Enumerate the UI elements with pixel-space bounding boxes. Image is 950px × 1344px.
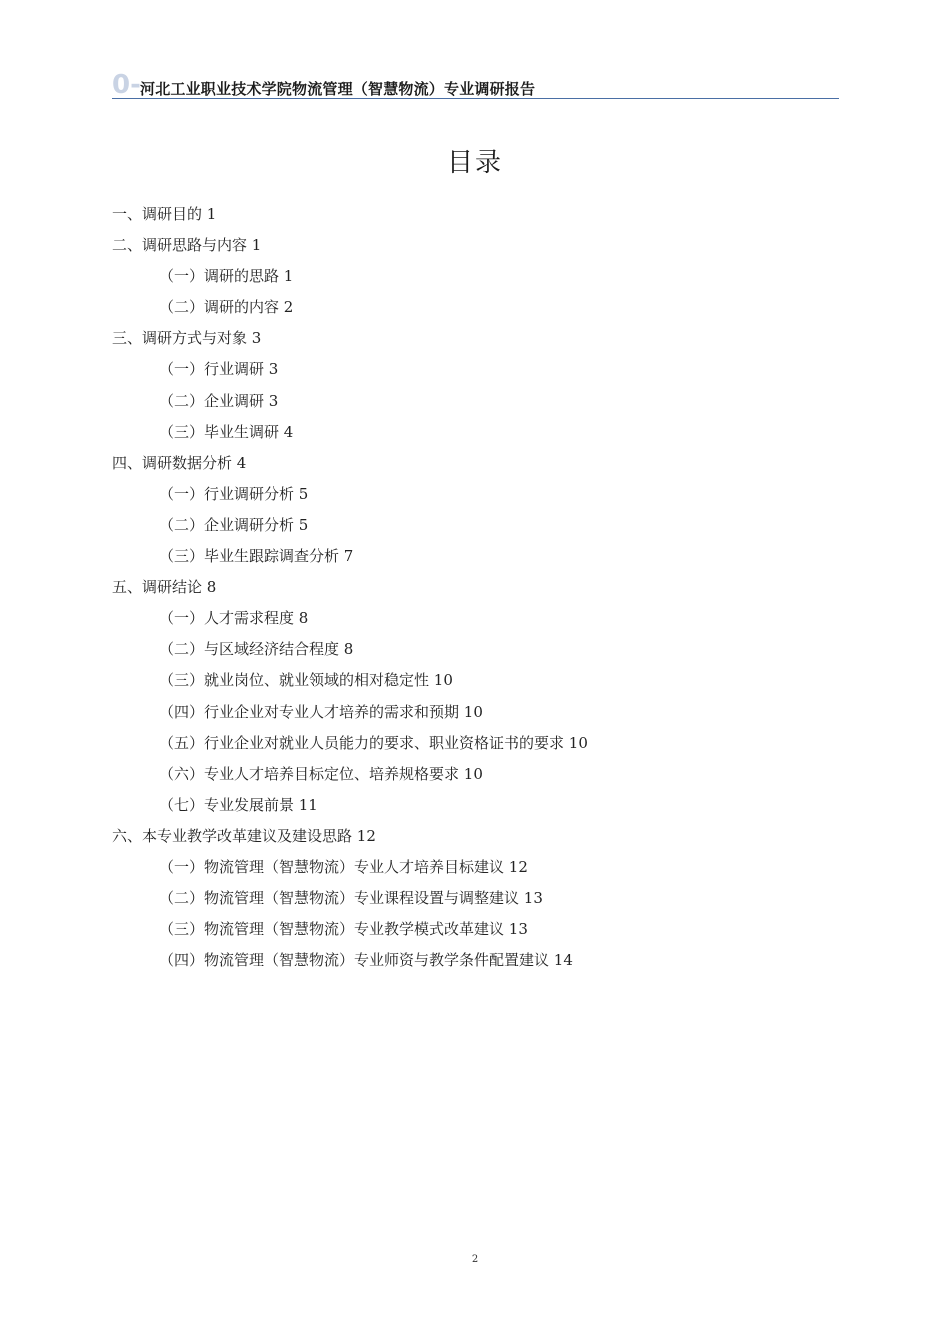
toc-entry[interactable]: （二）物流管理（智慧物流）专业课程设置与调整建议 13 [159,889,543,908]
toc-entry[interactable]: 四、调研数据分析 4 [112,453,247,472]
toc-entry[interactable]: （一）调研的思路 1 [159,267,294,286]
toc-entry[interactable]: （二）调研的内容 2 [159,298,294,317]
toc-entry[interactable]: （二）企业调研 3 [159,391,279,410]
toc-entry[interactable]: （一）人才需求程度 8 [159,609,309,628]
toc-entry[interactable]: （三）就业岗位、就业领域的相对稳定性 10 [159,671,453,690]
header-mark: 0- [112,70,141,100]
toc-entry[interactable]: （一）物流管理（智慧物流）专业人才培养目标建议 12 [159,857,528,876]
toc-entry[interactable]: （一）行业调研 3 [159,360,279,379]
page-number: 2 [471,1254,479,1265]
toc-entry[interactable]: （二）企业调研分析 5 [159,515,309,534]
toc-entry[interactable]: （四）行业企业对专业人才培养的需求和预期 10 [159,702,483,721]
toc-entry[interactable]: （七）专业发展前景 11 [159,795,318,814]
header-title: 河北工业职业技术学院物流管理（智慧物流）专业调研报告 [140,80,536,98]
table-of-contents [112,199,832,976]
toc-entry[interactable]: 一、调研目的 1 [112,205,217,223]
toc-entry[interactable]: （三）毕业生调研 4 [159,422,294,441]
toc-entry[interactable]: （五）行业企业对就业人员能力的要求、职业资格证书的要求 10 [159,733,588,752]
toc-entry[interactable]: （二）与区域经济结合程度 8 [159,640,354,659]
toc-entry[interactable]: 二、调研思路与内容 1 [112,236,262,255]
toc-entry[interactable]: （六）专业人才培养目标定位、培养规格要求 10 [159,764,483,783]
toc-entry[interactable]: 六、本专业教学改革建议及建设思路 12 [112,826,376,845]
toc-entry[interactable]: 五、调研结论 8 [112,578,217,597]
toc-entry[interactable]: 三、调研方式与对象 3 [112,329,262,348]
toc-entry[interactable]: （四）物流管理（智慧物流）专业师资与教学条件配置建议 14 [159,951,573,970]
toc-entry[interactable]: （三）毕业生跟踪调查分析 7 [159,547,354,566]
page-header [112,72,839,99]
toc-entry[interactable]: （一）行业调研分析 5 [159,484,309,503]
toc-entry[interactable]: （三）物流管理（智慧物流）专业教学模式改革建议 13 [159,920,528,939]
toc-title: 目录 [446,148,503,178]
